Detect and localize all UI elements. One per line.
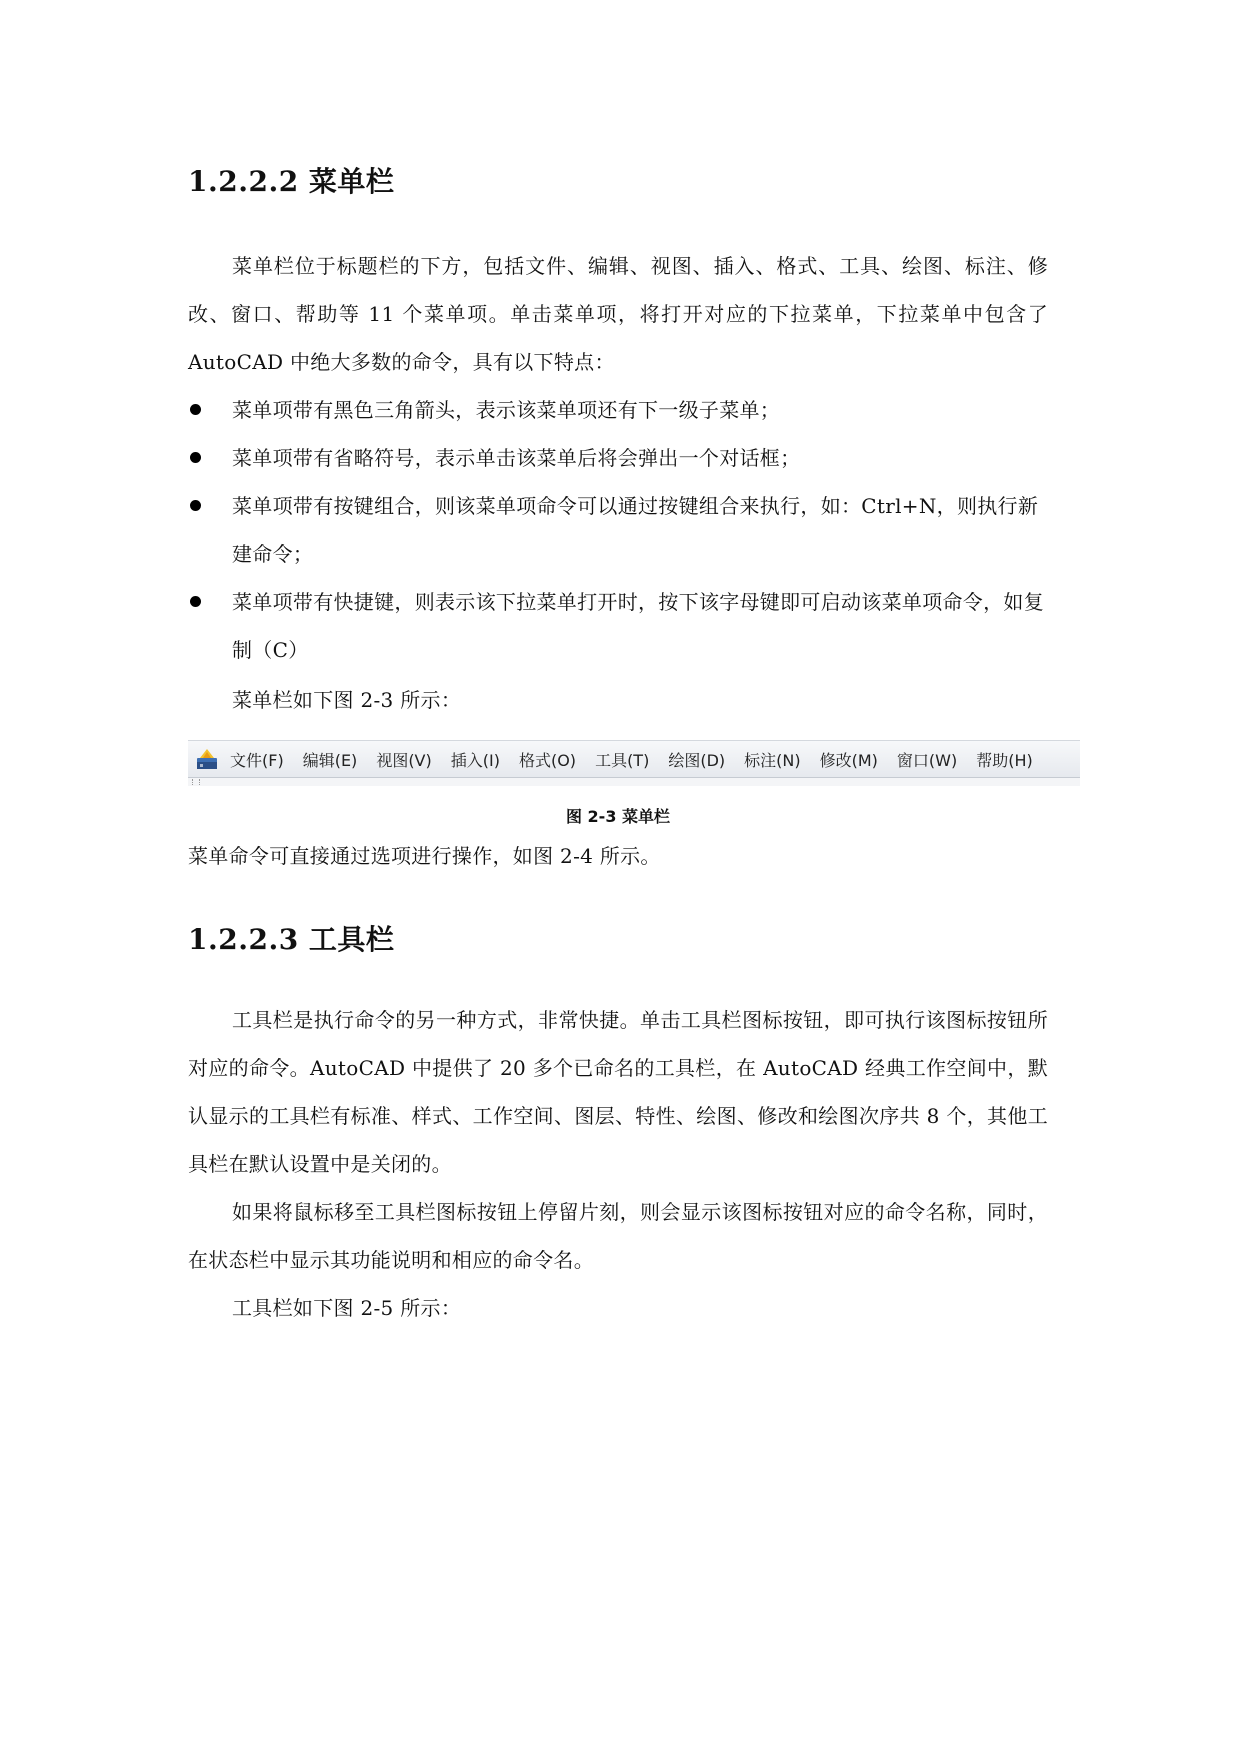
list-item (188, 386, 1048, 434)
toolbar-figure-intro: 工具栏如下图 2-5 所示： (232, 1296, 462, 1320)
list-item-text: 菜单项带有按键组合，则该菜单项命令可以通过按键组合来执行，如：Ctrl+N，则执行新建命令； (232, 494, 1039, 566)
menu-tools[interactable]: 工具(T) (595, 750, 650, 770)
menu-dimension[interactable]: 标注(N) (744, 750, 801, 770)
section-heading-menubar: 1.2.2.2 菜单栏 (188, 165, 395, 198)
bullet-icon (190, 596, 201, 607)
menu-help[interactable]: 帮助(H) (976, 750, 1033, 770)
menu-insert[interactable]: 插入(I) (450, 750, 500, 770)
toolbar-strip-edge (188, 778, 1080, 786)
list-item (188, 434, 1048, 482)
list-item (188, 482, 1048, 578)
menu-format[interactable]: 格式(O) (518, 750, 577, 770)
toolbar-intro-paragraph: 工具栏是执行命令的另一种方式，非常快捷。单击工具栏图标按钮，即可执行该图标按钮所对应的命令。AutoCAD 中提供了 20 多个已命名的工具栏，在 AutoCAD 经典工作空间中，默认显示的工具栏有标准、样式、工作空间、图层、特性、绘图、修改和绘图次序共 8 个，其他工具栏在默认设置中是关闭的。 (188, 1008, 1048, 1176)
figure-caption: 图 2-3 菜单栏 (565, 807, 671, 826)
menu-draw[interactable]: 绘图(D) (668, 750, 726, 770)
grip-handle-icon (192, 779, 200, 785)
menubar-figure-intro: 菜单栏如下图 2-3 所示： (232, 688, 462, 712)
menu-window[interactable]: 窗口(W) (896, 750, 958, 770)
list-item (188, 578, 1048, 674)
menu-command-paragraph: 菜单命令可直接通过选项进行操作，如图 2-4 所示。 (188, 844, 661, 868)
autocad-app-icon[interactable] (194, 746, 220, 772)
menu-modify[interactable]: 修改(M) (819, 750, 878, 770)
bullet-icon (190, 452, 201, 463)
list-item-text: 菜单项带有黑色三角箭头，表示该菜单项还有下一级子菜单； (232, 398, 781, 422)
menu-view[interactable]: 视图(V) (376, 750, 432, 770)
bullet-icon (190, 500, 201, 511)
list-item-text: 菜单项带有省略符号，表示单击该菜单后将会弹出一个对话框； (232, 446, 801, 470)
toolbar-tooltip-paragraph: 如果将鼠标移至工具栏图标按钮上停留片刻，则会显示该图标按钮对应的命令名称，同时，在状态栏中显示其功能说明和相应的命令名。 (188, 1200, 1048, 1272)
menubar-intro-paragraph: 菜单栏位于标题栏的下方，包括文件、编辑、视图、插入、格式、工具、绘图、标注、修改、窗口、帮助等 11 个菜单项。单击菜单项，将打开对应的下拉菜单，下拉菜单中包含了AutoCAD 中绝大多数的命令，具有以下特点： (188, 254, 1048, 374)
bullet-icon (190, 404, 201, 415)
section-heading-toolbar: 1.2.2.3 工具栏 (188, 923, 395, 956)
menu-edit[interactable]: 编辑(E) (302, 750, 358, 770)
list-item-text: 菜单项带有快捷键，则表示该下拉菜单打开时，按下该字母键即可启动该菜单项命令，如复制（C） (232, 590, 1044, 662)
menu-file[interactable]: 文件(F) (230, 750, 284, 770)
menubar-figure (188, 740, 1080, 778)
menubar-feature-list (188, 386, 1048, 674)
